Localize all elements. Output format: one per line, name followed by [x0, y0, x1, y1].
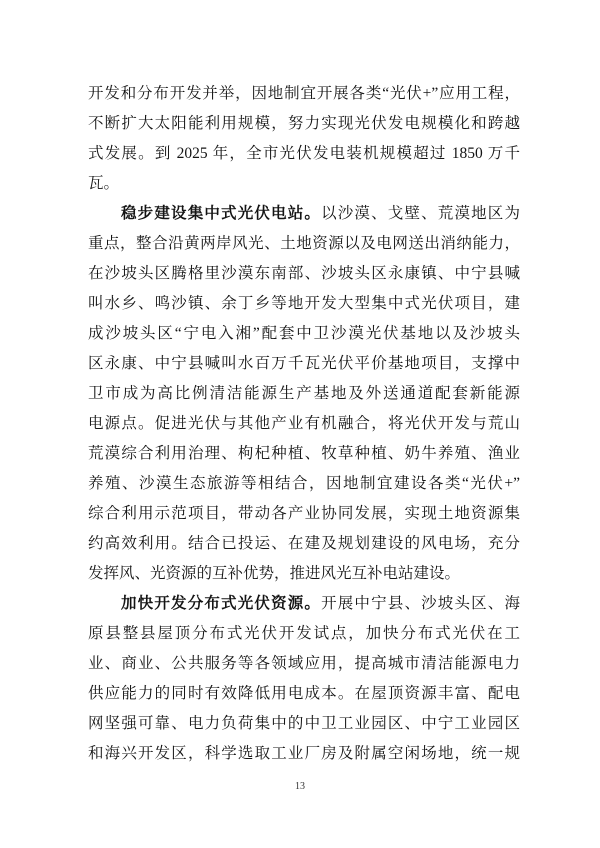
text-line: 开发和分布开发并举，因地制宜开展各类“光伏+”应用工程，	[88, 85, 520, 102]
text-line: 不断扩大太阳能利用规模，努力实现光伏发电规模化和跨越	[88, 115, 520, 132]
paragraph-1	[88, 79, 520, 199]
text-line: 式发展。到 2025 年，全市光伏发电装机规模超过 1850 万千	[88, 145, 520, 162]
text-line: 重点，整合沿黄两岸风光、土地资源以及电网送出消纳能力，	[88, 235, 520, 252]
text-line: 在沙坡头区腾格里沙漠东南部、沙坡头区永康镇、中宁县喊	[88, 265, 520, 282]
text-line: 发挥风、光资源的互补优势，推进风光互补电站建设。	[88, 565, 461, 582]
document-text	[88, 79, 520, 769]
text-segment: 以沙漠、戈壁、荒漠地区为	[321, 205, 520, 222]
paragraph-2	[88, 199, 520, 589]
text-line: 电源点。促进光伏与其他产业有机融合，将光伏开发与荒山	[88, 415, 520, 432]
text-line: 供应能力的同时有效降低用电成本。在屋顶资源丰富、配电	[88, 685, 520, 702]
text-line: 叫水乡、鸣沙镇、余丁乡等地开发大型集中式光伏项目，建	[88, 295, 520, 312]
text-line: 和海兴开发区，科学选取工业厂房及附属空闲场地，统一规	[88, 745, 520, 762]
text-segment: 开展中宁县、沙坡头区、海	[321, 595, 520, 612]
paragraph-3-heading: 加快开发分布式光伏资源。	[121, 595, 322, 612]
text-line: 成沙坡头区“宁电入湘”配套中卫沙漠光伏基地以及沙坡头	[88, 325, 520, 342]
text-line	[88, 589, 520, 619]
text-line: 业、商业、公共服务等各领域应用，提高城市清洁能源电力	[88, 655, 520, 672]
text-line: 荒漠综合利用治理、枸杞种植、牧草种植、奶牛养殖、渔业	[88, 445, 520, 462]
text-line: 网坚强可靠、电力负荷集中的中卫工业园区、中宁工业园区	[88, 715, 520, 732]
text-line: 养殖、沙漠生态旅游等相结合，因地制宜建设各类“光伏+”	[88, 475, 520, 492]
text-line: 原县整县屋顶分布式光伏开发试点，加快分布式光伏在工	[88, 625, 520, 642]
text-line: 综合利用示范项目，带动各产业协同发展，实现土地资源集	[88, 505, 520, 522]
text-line: 约高效利用。结合已投运、在建及规划建设的风电场，充分	[88, 535, 520, 552]
text-line	[88, 199, 520, 229]
text-line: 区永康、中宁县喊叫水百万千瓦光伏平价基地项目，支撑中	[88, 355, 520, 372]
text-line: 卫市成为高比例清洁能源生产基地及外送通道配套新能源	[88, 385, 520, 402]
page-number: 13	[295, 781, 305, 792]
paragraph-3	[88, 589, 520, 769]
paragraph-2-heading: 稳步建设集中式光伏电站。	[121, 205, 322, 222]
text-line: 瓦。	[88, 175, 120, 192]
